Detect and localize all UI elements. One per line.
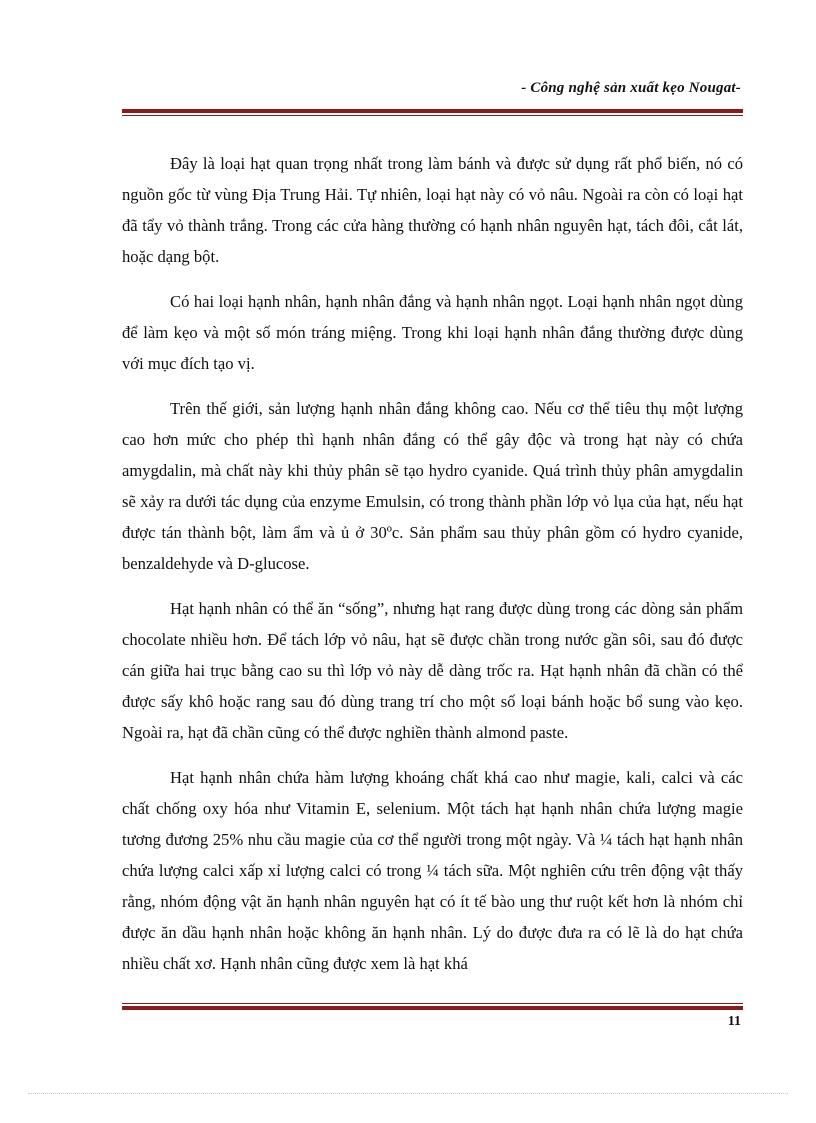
header-divider	[122, 109, 743, 116]
paragraph-4: Hạt hạnh nhân có thể ăn “sống”, nhưng hạt rang được dùng trong các dòng sản phẩm chocolate nhiều hơn. Để tách lớp vỏ nâu, hạt sẽ được chần trong nước gần sôi, sau đó được cán giữa hai trục bằng cao su thì lớp vỏ này dễ dàng trốc ra. Hạt hạnh nhân đã chần có thể được sấy khô hoặc rang sau đó dùng trang trí cho một số loại bánh hoặc bổ sung vào kẹo. Ngoài ra, hạt đã chần cũng có thể được nghiền thành almond paste.	[122, 599, 743, 742]
document-body	[122, 148, 743, 993]
page-edge-dotted-line	[28, 1093, 788, 1094]
paragraph-3: Trên thế giới, sản lượng hạnh nhân đắng không cao. Nếu cơ thể tiêu thụ một lượng cao hơn mức cho phép thì hạnh nhân đắng có thể gây độc và trong hạt này có chứa amygdalin, mà chất này khi thủy phân sẽ tạo hydro cyanide. Quá trình thủy phân amygdalin sẽ xảy ra dưới tác dụng của enzyme Emulsin, có trong thành phần lớp vỏ lụa của hạt, nếu hạt được tán thành bột, làm ẩm và ủ ở 30ºc. Sản phẩm sau thủy phân gồm có hydro cyanide, benzaldehyde và D-glucose.	[122, 399, 743, 573]
paragraph-1: Đây là loại hạt quan trọng nhất trong làm bánh và được sử dụng rất phổ biến, nó có nguồn gốc từ vùng Địa Trung Hải. Tự nhiên, loại hạt này có vỏ nâu. Ngoài ra còn có loại hạt đã tẩy vỏ thành trắng. Trong các cửa hàng thường có hạnh nhân nguyên hạt, tách đôi, cắt lát, hoặc dạng bột.	[122, 154, 743, 266]
page-number: 11	[727, 1014, 741, 1029]
paragraph-2: Có hai loại hạnh nhân, hạnh nhân đắng và hạnh nhân ngọt. Loại hạnh nhân ngọt dùng để làm kẹo và một số món tráng miệng. Trong khi loại hạnh nhân đắng thường được dùng với mục đích tạo vị.	[122, 292, 743, 373]
footer-divider	[122, 1003, 743, 1010]
document-header-title: - Công nghệ sản xuất kẹo Nougat-	[521, 80, 741, 96]
paragraph-5: Hạt hạnh nhân chứa hàm lượng khoáng chất khá cao như magie, kali, calci và các chất chống oxy hóa như Vitamin E, selenium. Một tách hạt hạnh nhân chứa lượng magie tương đương 25% nhu cầu magie của cơ thể người trong một ngày. Và ¼ tách hạt hạnh nhân chứa lượng calci xấp xỉ lượng calci có trong ¼ tách sữa. Một nghiên cứu trên động vật thấy rằng, nhóm động vật ăn hạnh nhân nguyên hạt có ít tế bào ung thư ruột kết hơn là nhóm chỉ được ăn dầu hạnh nhân hoặc không ăn hạnh nhân. Lý do được đưa ra có lẽ là do hạt chứa nhiều chất xơ. Hạnh nhân cũng được xem là hạt khá	[122, 768, 743, 973]
